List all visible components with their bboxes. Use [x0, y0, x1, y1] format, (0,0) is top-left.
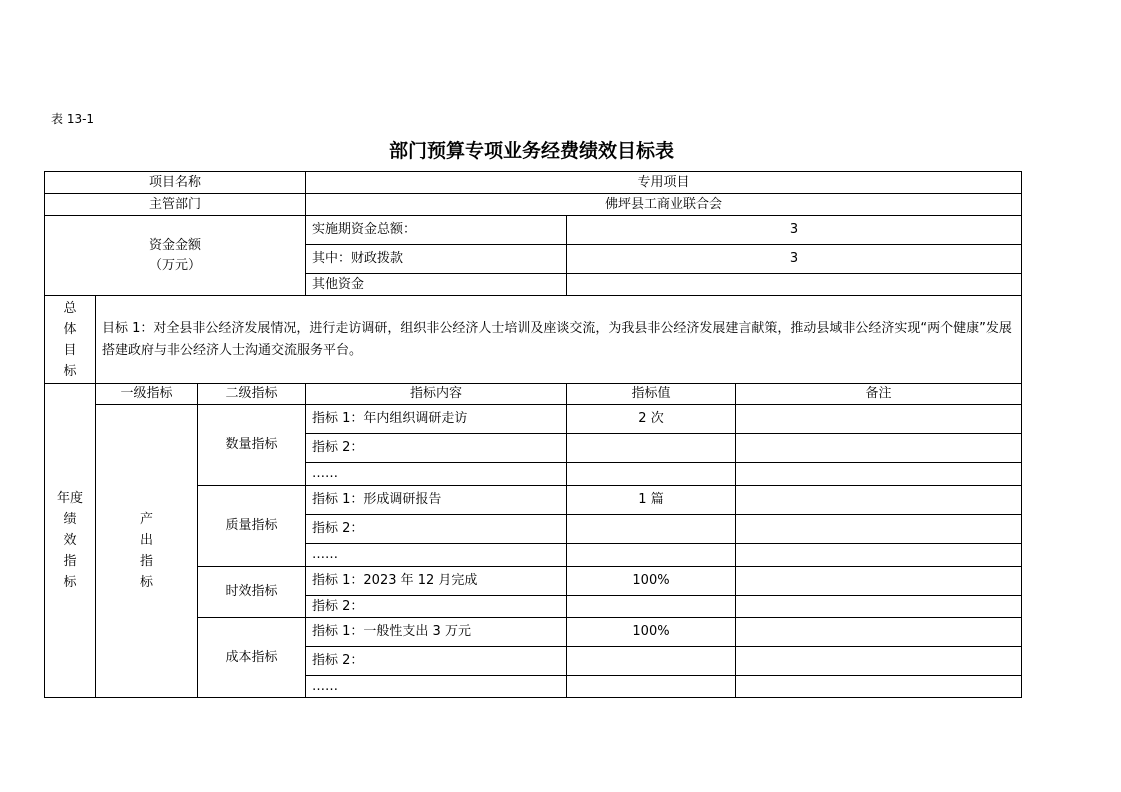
indicator-header-row [45, 384, 1022, 405]
indicator-note [736, 596, 1022, 618]
funds-other-label: 其他资金 [306, 274, 567, 296]
goal-label-char: 总 [63, 300, 77, 316]
funds-fiscal-value: 3 [567, 245, 1022, 274]
indicator-value [567, 434, 736, 463]
indicator-value [567, 647, 736, 676]
funds-unit: （万元） [148, 257, 201, 273]
project-name-value: 专用项目 [306, 172, 1022, 194]
indicator-value [567, 515, 736, 544]
indicator-note [736, 515, 1022, 544]
department-value: 佛坪县工商业联合会 [306, 194, 1022, 216]
funds-label: 资金金额 [148, 237, 201, 253]
indicator-note [736, 434, 1022, 463]
indicator-note [736, 486, 1022, 515]
indicator-note [736, 463, 1022, 486]
indicator-value [567, 463, 736, 486]
page-title: 部门预算专项业务经费绩效目标表 [388, 140, 674, 162]
output-indicator-label-cell [96, 405, 198, 698]
indicator-note [736, 405, 1022, 434]
header-level2: 二级指标 [198, 384, 306, 405]
funds-total-value: 3 [567, 216, 1022, 245]
department-row [45, 194, 1022, 216]
indicator-content: 指标 2： [306, 596, 567, 618]
indicator-value [567, 596, 736, 618]
indicator-note [736, 567, 1022, 596]
goal-text: 目标 1：对全县非公经济发展情况，进行走访调研，组织非公经济人士培训及座谈交流，为我县非公经济发展建言献策，推动县域非公经济实现“两个健康”发展搭建政府与非公经济人士沟通交流服务平台。 [96, 296, 1022, 384]
annual-indicator-label-cell [45, 384, 96, 698]
indicator-content: …… [306, 463, 567, 486]
indicator-content: …… [306, 544, 567, 567]
goal-label-cell [45, 296, 96, 384]
indicator-note [736, 647, 1022, 676]
indicator-content: 指标 1：年内组织调研走访 [306, 405, 567, 434]
goal-label-char: 体 [63, 321, 77, 337]
indicator-content: …… [306, 676, 567, 698]
level2-timeliness: 时效指标 [198, 567, 306, 618]
goal-row [45, 296, 1022, 384]
indicator-value: 2 次 [567, 405, 736, 434]
indicator-content: 指标 1：2023 年 12 月完成 [306, 567, 567, 596]
level2-cost: 成本指标 [198, 618, 306, 698]
funds-label-cell [45, 216, 306, 296]
level1-label-char: 出 [139, 533, 153, 548]
annual-indicator-label-line: 指 [63, 554, 77, 569]
goal-label-char: 目 [63, 342, 77, 358]
performance-goal-table [44, 171, 1022, 698]
indicator-content: 指标 2： [306, 434, 567, 463]
goal-label-char: 标 [63, 363, 77, 379]
funds-total-row [45, 216, 1022, 245]
indicator-note [736, 676, 1022, 698]
funds-fiscal-label: 其中：财政拨款 [306, 245, 567, 274]
annual-indicator-label-line: 年度 [56, 491, 83, 506]
indicator-value: 100% [567, 567, 736, 596]
indicator-value: 100% [567, 618, 736, 647]
header-level1: 一级指标 [96, 384, 198, 405]
indicator-value: 1 篇 [567, 486, 736, 515]
project-row [45, 172, 1022, 194]
indicator-value [567, 676, 736, 698]
project-name-label: 项目名称 [45, 172, 306, 194]
department-label: 主管部门 [45, 194, 306, 216]
level2-quality: 质量指标 [198, 486, 306, 567]
annual-indicator-label-line: 绩 [63, 512, 77, 527]
indicator-content: 指标 1：一般性支出 3 万元 [306, 618, 567, 647]
level1-label-char: 标 [139, 575, 153, 590]
funds-total-label: 实施期资金总额： [306, 216, 567, 245]
indicator-note [736, 618, 1022, 647]
level1-label-char: 指 [139, 554, 153, 569]
header-note: 备注 [736, 384, 1022, 405]
header-content: 指标内容 [306, 384, 567, 405]
annual-indicator-label-line: 标 [63, 575, 77, 590]
header-value: 指标值 [567, 384, 736, 405]
indicator-content: 指标 1：形成调研报告 [306, 486, 567, 515]
indicator-value [567, 544, 736, 567]
table-row [45, 405, 1022, 434]
level1-label-char: 产 [139, 512, 153, 527]
indicator-content: 指标 2： [306, 647, 567, 676]
annual-indicator-label-line: 效 [63, 533, 77, 548]
indicator-content: 指标 2： [306, 515, 567, 544]
table-number: 表 13-1 [51, 112, 95, 126]
level2-quantity: 数量指标 [198, 405, 306, 486]
indicator-note [736, 544, 1022, 567]
funds-other-value [567, 274, 1022, 296]
